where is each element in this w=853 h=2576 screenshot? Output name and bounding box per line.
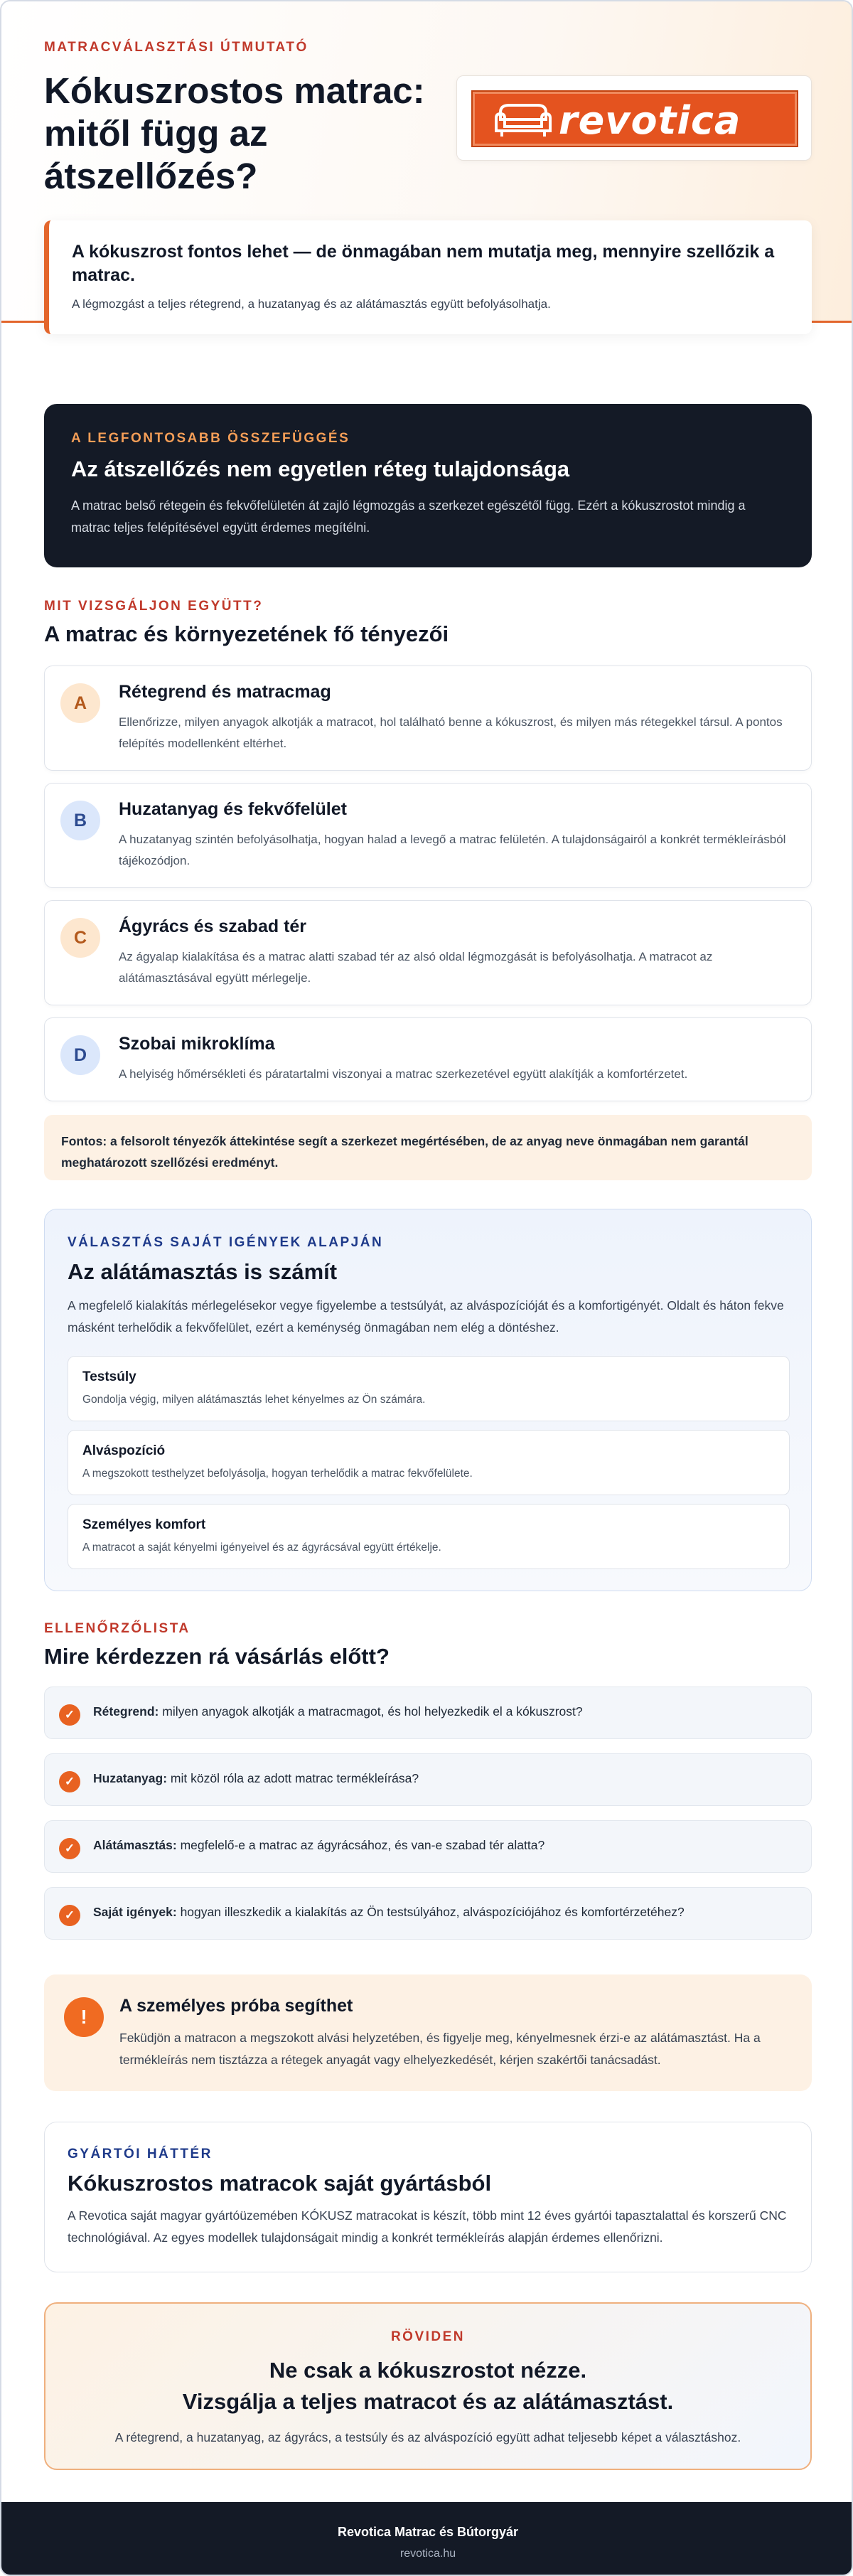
checklist-label: Huzatanyag: (93, 1771, 168, 1785)
tip-text: Feküdjön a matracon a megszokott alvási helyzetében, és figyelje meg, kényelmesnek érzi-e az alátámasztást. Ha a termékleírás nem tisztázza a rétegek anyagát vagy elhelyezkedését, kérjen szakértői tanácsadást. (119, 2031, 761, 2067)
factors-title: A matrac és környezetének fő tényezői (44, 621, 449, 646)
logo-wordmark: revotica (559, 98, 741, 143)
factor-text: A helyiség hőmérsékleti és páratartalmi viszonyai a matrac szerkezetével együtt alakítják a komfortérzetet. (119, 1067, 688, 1081)
maker-title: Kókuszrostos matracok saját gyártásból (68, 2171, 492, 2196)
checklist-item (44, 1820, 812, 1873)
support-item-sleep-position (68, 1430, 790, 1495)
checklist-detail: megfelelő-e a matrac az ágyrácsához, és van-e szabad tér alatta? (176, 1838, 545, 1852)
factor-card-b (44, 783, 812, 888)
checklist-eyebrow: ELLENŐRZŐLISTA (44, 1621, 191, 1636)
factor-text: Ellenőrizze, milyen anyagok alkotják a matracot, hol található benne a kókuszrost, és milyen más rétegekkel társul. A pontos felépítés modellenként eltérhet. (119, 715, 783, 750)
checklist-item (44, 1753, 812, 1806)
support-eyebrow: VÁLASZTÁS SAJÁT IGÉNYEK ALAPJÁN (68, 1235, 384, 1250)
checklist-label: Rétegrend: (93, 1704, 159, 1719)
checklist-detail: mit közöl róla az adott matrac termékleírása? (167, 1771, 419, 1785)
personal-test-tip (44, 1974, 812, 2091)
checklist-text (93, 1771, 419, 1786)
support-item-comfort (68, 1504, 790, 1569)
summary-line-1: Ne csak a kókuszrostot nézze. (269, 2358, 587, 2383)
callout-text: A légmozgást a teljes rétegrend, a huzatanyag és az alátámasztás együtt befolyásolhatja. (72, 297, 551, 311)
maker-eyebrow: GYÁRTÓI HÁTTÉR (68, 2147, 213, 2161)
factor-letter-badge: C (60, 918, 100, 958)
factor-card-a (44, 666, 812, 771)
support-item-text: A matracot a saját kényelmi igényeivel és az ágyrácsával együtt értékelje. (82, 1541, 441, 1554)
factor-letter-badge: A (60, 683, 100, 723)
support-item-title: Testsúly (82, 1369, 136, 1384)
footer-website-link[interactable]: revotica.hu (399, 2548, 456, 2560)
hero-eyebrow: MATRACVÁLASZTÁSI ÚTMUTATÓ (44, 40, 309, 55)
hero-section (1, 1, 852, 323)
sofa-icon (493, 102, 553, 138)
key-eyebrow: A LEGFONTOSABB ÖSSZEFÜGGÉS (71, 431, 350, 446)
summary-section (44, 2302, 812, 2470)
checkmark-icon: ✓ (59, 1704, 80, 1726)
summary-line-3: A rétegrend, a huzatanyag, az ágyrács, a testsúly és az alváspozíció együtt adhat teljesebb képet a választáshoz. (114, 2430, 741, 2444)
exclamation-icon: ! (64, 1997, 104, 2037)
support-intro: A megfelelő kialakítás mérlegelésekor vegye figyelembe a testsúlyát, az alváspozícióját és a komfortigényét. Oldalt és háton fekve másként terhelődik a fekvőfelület, ezért a keménység önmagában nem elég a döntéshez. (68, 1298, 784, 1335)
checklist-detail: hogyan illeszkedik a kialakítás az Ön testsúlyához, alváspozíciójához és komfortérzetéhez? (176, 1905, 685, 1919)
factor-letter-badge: B (60, 801, 100, 840)
checklist-text (93, 1838, 544, 1853)
summary-line-2: Vizsgálja a teljes matracot és az alátámasztást. (182, 2389, 674, 2414)
logo-card (456, 75, 812, 161)
callout-title: A kókuszrost fontos lehet — de önmagában nem mutatja meg, mennyire szellőzik a matrac. (72, 242, 775, 285)
checklist-item (44, 1887, 812, 1940)
important-note: Fontos: a felsorolt tényezők áttekintése segít a szerkezet megértésében, de az anyag neve önmagában nem garantál meghatározott szellőzési eredményt. (44, 1115, 812, 1180)
key-text: A matrac belső rétegein és fekvőfelületén át zajló légmozgás a szerkezet egészétől függ. Ezért a kókuszrostot mindig a matrac teljes felépítésével együtt érdemes megítélni. (71, 498, 746, 535)
factor-text: Az ágyalap kialakítása és a matrac alatti szabad tér az alsó oldal légmozgását is befolyásolhatja. A matracot az alátámasztásával együtt mérlegelje. (119, 950, 713, 985)
checkmark-icon: ✓ (59, 1771, 80, 1792)
checkmark-icon: ✓ (59, 1905, 80, 1926)
factor-card-c (44, 900, 812, 1005)
factors-heading (44, 599, 449, 647)
checklist-label: Saját igények: (93, 1905, 177, 1919)
support-item-body-weight (68, 1356, 790, 1421)
maker-text: A Revotica saját magyar gyártóüzemében KÓKUSZ matracokat is készít, több mint 12 éves gyártói tapasztalattal és korszerű CNC technológiával. Az egyes modellek tulajdonságait mindig a konkrét termékleírás alapján érdemes ellenőrizni. (68, 2208, 787, 2245)
checklist-detail: milyen anyagok alkotják a matracmagot, és hol helyezkedik el a kókuszrost? (159, 1704, 583, 1719)
checklist-text (93, 1704, 583, 1719)
checklist-item (44, 1687, 812, 1739)
checklist-heading (44, 1621, 390, 1669)
factor-title: Szobai mikroklíma (119, 1034, 275, 1054)
support-section (44, 1209, 812, 1591)
support-item-title: Alváspozíció (82, 1443, 166, 1458)
footer (1, 2502, 853, 2576)
checklist-title: Mire kérdezzen rá vásárlás előtt? (44, 1644, 390, 1669)
factor-letter-badge: D (60, 1035, 100, 1075)
intro-callout (44, 220, 812, 334)
checklist-text (93, 1905, 685, 1920)
page-title: Kókuszrostos matrac: mitől függ az átszellőzés? (44, 70, 425, 196)
factor-card-d (44, 1017, 812, 1101)
key-title: Az átszellőzés nem egyetlen réteg tulajdonsága (71, 456, 570, 481)
checkmark-icon: ✓ (59, 1838, 80, 1859)
summary-eyebrow: RÖVIDEN (390, 2329, 466, 2344)
support-item-title: Személyes komfort (82, 1517, 206, 1532)
tip-title: A személyes próba segíthet (119, 1996, 353, 2016)
checklist-label: Alátámasztás: (93, 1838, 177, 1852)
key-insight-panel (44, 404, 812, 567)
factor-title: Huzatanyag és fekvőfelület (119, 799, 347, 819)
support-item-text: A megszokott testhelyzet befolyásolja, hogyan terhelődik a matrac fekvőfelülete. (82, 1468, 473, 1480)
support-title: Az alátámasztás is számít (68, 1259, 338, 1284)
revotica-logo[interactable] (473, 92, 797, 146)
footer-company-name: Revotica Matrac és Bútorgyár (337, 2525, 519, 2539)
factors-eyebrow: MIT VIZSGÁLJON EGYÜTT? (44, 599, 264, 614)
support-item-text: Gondolja végig, milyen alátámasztás lehet kényelmes az Ön számára. (82, 1394, 426, 1406)
factor-title: Ágyrács és szabad tér (119, 916, 307, 936)
manufacturer-section (44, 2122, 812, 2272)
factor-text: A huzatanyag szintén befolyásolhatja, hogyan halad a levegő a matrac felületén. A tulajdonságairól a konkrét termékleírásból tájékozódjon. (119, 833, 786, 867)
factor-title: Rétegrend és matracmag (119, 682, 331, 702)
